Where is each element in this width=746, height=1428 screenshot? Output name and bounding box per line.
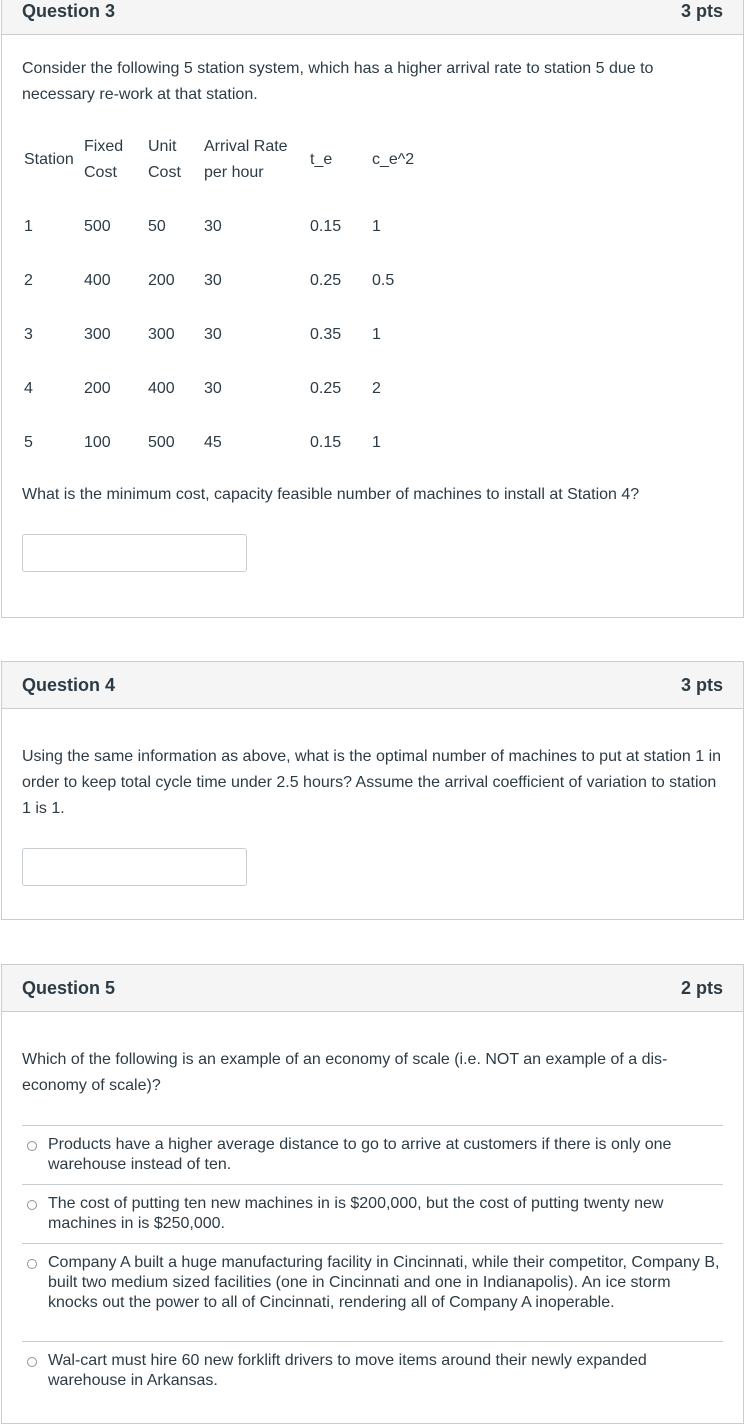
cell-station: 1 (24, 218, 33, 235)
answer-option-label: Company A built a huge manufacturing facility in Cincinnati, while their competitor, Company B, built two medium sized facilities (one in Cincinnati and one in Indianapolis). An ice storm knocks out the power to all of Cincinnati, rendering all of Company A inoperable. (48, 1254, 720, 1311)
cell-arrival-rate: 30 (204, 272, 222, 289)
answer-option[interactable] (22, 1341, 723, 1401)
cell-te: 0.15 (310, 218, 342, 235)
cell-unit-cost: 400 (148, 380, 175, 397)
question-4-card (1, 661, 744, 920)
question-4-header (2, 662, 743, 709)
cell-ce2: 1 (372, 218, 381, 235)
cell-fixed-cost: 400 (84, 272, 111, 289)
answer-option-label: Products have a higher average distance to go to arrive at customers if there is only one warehouse instead of ten. (48, 1136, 672, 1173)
question-3-header (2, 0, 743, 35)
question-5-title: Question 5 (22, 978, 116, 998)
cell-te: 0.15 (310, 434, 342, 451)
cell-fixed-cost: 100 (84, 434, 111, 451)
cell-unit-cost: 200 (148, 272, 175, 289)
radio-button[interactable] (27, 1141, 37, 1151)
col-header-station: Station (24, 151, 74, 168)
answer-option-label: The cost of putting ten new machines in is $200,000, but the cost of putting twenty new machines in is $250,000. (48, 1195, 664, 1232)
cell-arrival-rate: 30 (204, 218, 222, 235)
answer-option[interactable] (22, 1125, 723, 1185)
cell-te: 0.25 (310, 272, 342, 289)
cell-station: 3 (24, 326, 33, 343)
cell-fixed-cost: 200 (84, 380, 111, 397)
radio-button[interactable] (27, 1259, 37, 1269)
question-4-answer-input[interactable] (22, 848, 247, 886)
question-4-prompt: Using the same information as above, what is the optimal number of machines to put at station 1 in order to keep total cycle time under 2.5 hours? Assume the arrival coefficient of variation to station 1 is 1. (22, 748, 722, 817)
cell-ce2: 1 (372, 434, 381, 451)
cell-unit-cost: 300 (148, 326, 175, 343)
question-3-prompt: What is the minimum cost, capacity feasible number of machines to install at Station 4? (22, 486, 640, 503)
question-5-points: 2 pts (680, 978, 723, 998)
answer-option-label: Wal-cart must hire 60 new forklift drivers to move items around their newly expanded warehouse in Arkansas. (48, 1352, 647, 1389)
col-header-fixed-1: Fixed (84, 138, 124, 155)
cell-station: 2 (24, 272, 33, 289)
col-header-arrival-1: Arrival Rate (204, 138, 288, 155)
cell-station: 5 (24, 434, 33, 451)
col-header-ce2: c_e^2 (372, 151, 415, 168)
cell-arrival-rate: 30 (204, 326, 222, 343)
answer-option[interactable] (22, 1243, 723, 1342)
cell-te: 0.35 (310, 326, 342, 343)
cell-te: 0.25 (310, 380, 342, 397)
question-3-card (1, 0, 744, 618)
question-3-answer-input[interactable] (22, 534, 247, 572)
cell-ce2: 1 (372, 326, 381, 343)
question-5-header (2, 965, 743, 1012)
cell-arrival-rate: 45 (204, 434, 222, 451)
cell-ce2: 0.5 (372, 272, 395, 289)
col-header-arrival-2: per hour (204, 164, 264, 181)
question-3-points: 3 pts (680, 1, 723, 21)
col-header-unit-2: Cost (148, 164, 181, 181)
col-header-unit-1: Unit (148, 138, 177, 155)
cell-ce2: 2 (372, 380, 381, 397)
cell-unit-cost: 500 (148, 434, 175, 451)
cell-station: 4 (24, 380, 33, 397)
question-3-intro: Consider the following 5 station system, which has a higher arrival rate to station 5 due to necessary re-work at that station. (22, 60, 654, 103)
question-5-prompt: Which of the following is an example of an economy of scale (i.e. NOT an example of a dis-economy of scale)? (22, 1051, 668, 1094)
cell-fixed-cost: 300 (84, 326, 111, 343)
answer-option[interactable] (22, 1184, 723, 1244)
question-4-points: 3 pts (680, 675, 723, 695)
question-4-title: Question 4 (22, 675, 116, 695)
radio-button[interactable] (27, 1200, 37, 1210)
cell-fixed-cost: 500 (84, 218, 111, 235)
question-5-card (1, 964, 744, 1424)
question-3-title: Question 3 (22, 1, 116, 21)
col-header-fixed-2: Cost (84, 164, 117, 181)
radio-button[interactable] (27, 1357, 37, 1367)
cell-unit-cost: 50 (148, 218, 166, 235)
cell-arrival-rate: 30 (204, 380, 222, 397)
col-header-te: t_e (310, 151, 333, 168)
